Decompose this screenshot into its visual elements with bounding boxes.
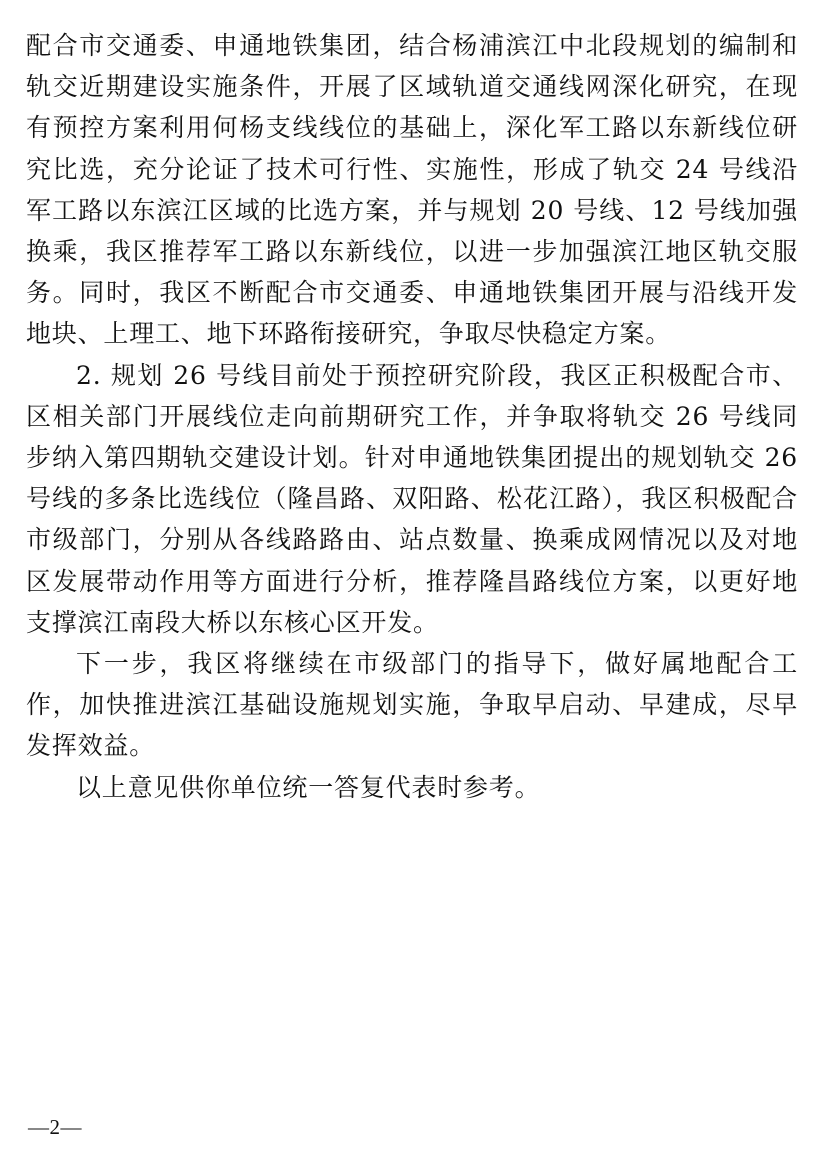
paragraph-next-steps: 下一步，我区将继续在市级部门的指导下，做好属地配合工作，加快推进滨江基础设施规划实施，争取早启动、早建成，尽早发挥效益。 [26,649,798,761]
paragraph-planned-line-26: 2. 规划 26 号线目前处于预控研究阶段，我区正积极配合市、区相关部门开展线位走向前期研究工作，并争取将轨交 26 号线同步纳入第四期轨交建设计划。针对申通地铁集团提出的规划轨交 26 号线的多条比选线位（隆昌路、双阳路、松花江路），我区积极配合市级部门，分别从各线路路由、站点数量、换乘成网情况以及对地区发展带动作用等方面进行分析，推荐隆昌路线位方案，以更好地支撑滨江南段大桥以东核心区开发。 [26,360,798,637]
paragraph-reference-note: 以上意见供你单位统一答复代表时参考。 [76,772,541,802]
continued-paragraph-rail-line-24: 配合市交通委、申通地铁集团，结合杨浦滨江中北段规划的编制和轨交近期建设实施条件，开展了区域轨道交通线网深化研究，在现有预控方案利用何杨支线线位的基础上，深化军工路以东新线位研究比选，充分论证了技术可行性、实施性，形成了轨交 24 号线沿军工路以东滨江区域的比选方案，并与规划 20 号线、12 号线加强换乘，我区推荐军工路以东新线位，以进一步加强滨江地区轨交服务。同时，我区不断配合市交通委、申通地铁集团开展与沿线开发地块、上理工、地下环路衔接研究，争取尽快稳定方案。 [26,31,798,349]
page-number: —2— [28,1115,82,1139]
document-body [26,0,798,808]
